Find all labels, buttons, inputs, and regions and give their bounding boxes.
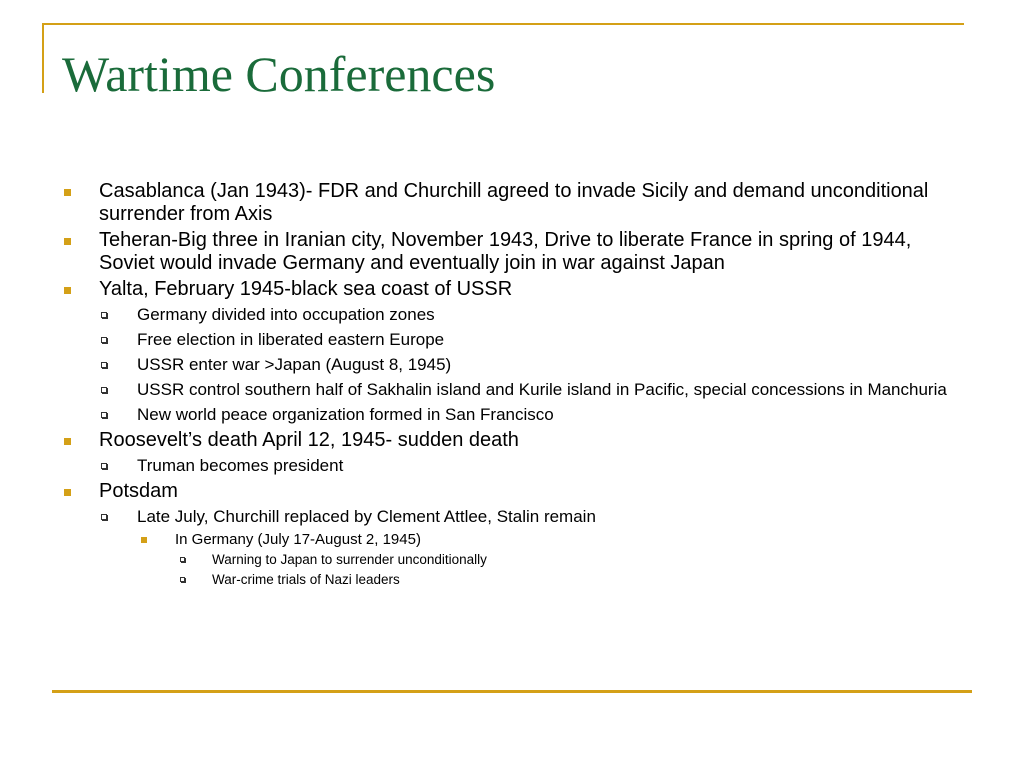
bullet-item-teheran bbox=[0, 229, 1024, 275]
bullet-text: Free election in liberated eastern Europe bbox=[137, 330, 445, 349]
square-bullet-icon bbox=[64, 189, 71, 196]
square-bullet-icon bbox=[64, 438, 71, 445]
bullet-item-casablanca bbox=[0, 180, 1024, 226]
hollow-square-bullet-icon bbox=[180, 557, 185, 562]
bullet-item-potsdam bbox=[0, 480, 1024, 503]
hollow-square-bullet-icon bbox=[101, 337, 107, 343]
bullet-text: Germany divided into occupation zones bbox=[137, 305, 435, 324]
bullet-text: USSR enter war >Japan (August 8, 1945) bbox=[137, 355, 452, 374]
hollow-square-bullet-icon bbox=[101, 463, 107, 469]
bullet-text: Casablanca (Jan 1943)- FDR and Churchill agreed to invade Sicily and demand unconditional surrender from Axis bbox=[99, 180, 929, 225]
slide-title: Wartime Conferences bbox=[62, 46, 496, 102]
bullet-text: Yalta, February 1945-black sea coast of USSR bbox=[99, 278, 513, 300]
sub-bullet-item bbox=[0, 404, 1024, 425]
bullet-text: In Germany (July 17-August 2, 1945) bbox=[175, 531, 421, 548]
left-frame-line bbox=[42, 23, 44, 93]
bullet-item-roosevelt bbox=[0, 429, 1024, 452]
square-bullet-icon bbox=[141, 537, 147, 543]
top-frame-line bbox=[42, 23, 964, 25]
sub-bullet-item bbox=[0, 354, 1024, 375]
fourth-level-bullet-item bbox=[0, 571, 1024, 589]
hollow-square-bullet-icon bbox=[101, 312, 107, 318]
bullet-text: Potsdam bbox=[99, 480, 178, 502]
sub-bullet-item bbox=[0, 304, 1024, 325]
bullet-text: Warning to Japan to surrender unconditionally bbox=[212, 552, 487, 567]
bullet-list bbox=[0, 180, 1024, 591]
sub-bullet-item bbox=[0, 329, 1024, 350]
hollow-square-bullet-icon bbox=[101, 412, 107, 418]
bullet-text: Teheran-Big three in Iranian city, November 1943, Drive to liberate France in spring of 1944, Soviet would invade Germany and eventually join in war against Japan bbox=[99, 229, 912, 274]
hollow-square-bullet-icon bbox=[101, 514, 107, 520]
hollow-square-bullet-icon bbox=[180, 577, 185, 582]
bullet-text: War-crime trials of Nazi leaders bbox=[212, 572, 400, 587]
third-level-bullet-item bbox=[0, 531, 1024, 549]
bullet-item-yalta bbox=[0, 278, 1024, 301]
bottom-frame-line bbox=[52, 690, 972, 693]
sub-bullet-item bbox=[0, 506, 1024, 527]
fourth-level-bullet-item bbox=[0, 551, 1024, 569]
bullet-text: Roosevelt’s death April 12, 1945- sudden death bbox=[99, 429, 519, 451]
bullet-text: Late July, Churchill replaced by Clement Attlee, Stalin remain bbox=[137, 507, 596, 526]
hollow-square-bullet-icon bbox=[101, 387, 107, 393]
square-bullet-icon bbox=[64, 287, 71, 294]
sub-bullet-item bbox=[0, 379, 1024, 400]
bullet-text: USSR control southern half of Sakhalin island and Kurile island in Pacific, special concessions in Manchuria bbox=[137, 380, 947, 399]
hollow-square-bullet-icon bbox=[101, 362, 107, 368]
bullet-text: Truman becomes president bbox=[137, 456, 344, 475]
sub-bullet-item bbox=[0, 455, 1024, 476]
square-bullet-icon bbox=[64, 238, 71, 245]
bullet-text: New world peace organization formed in San Francisco bbox=[137, 405, 554, 424]
square-bullet-icon bbox=[64, 489, 71, 496]
